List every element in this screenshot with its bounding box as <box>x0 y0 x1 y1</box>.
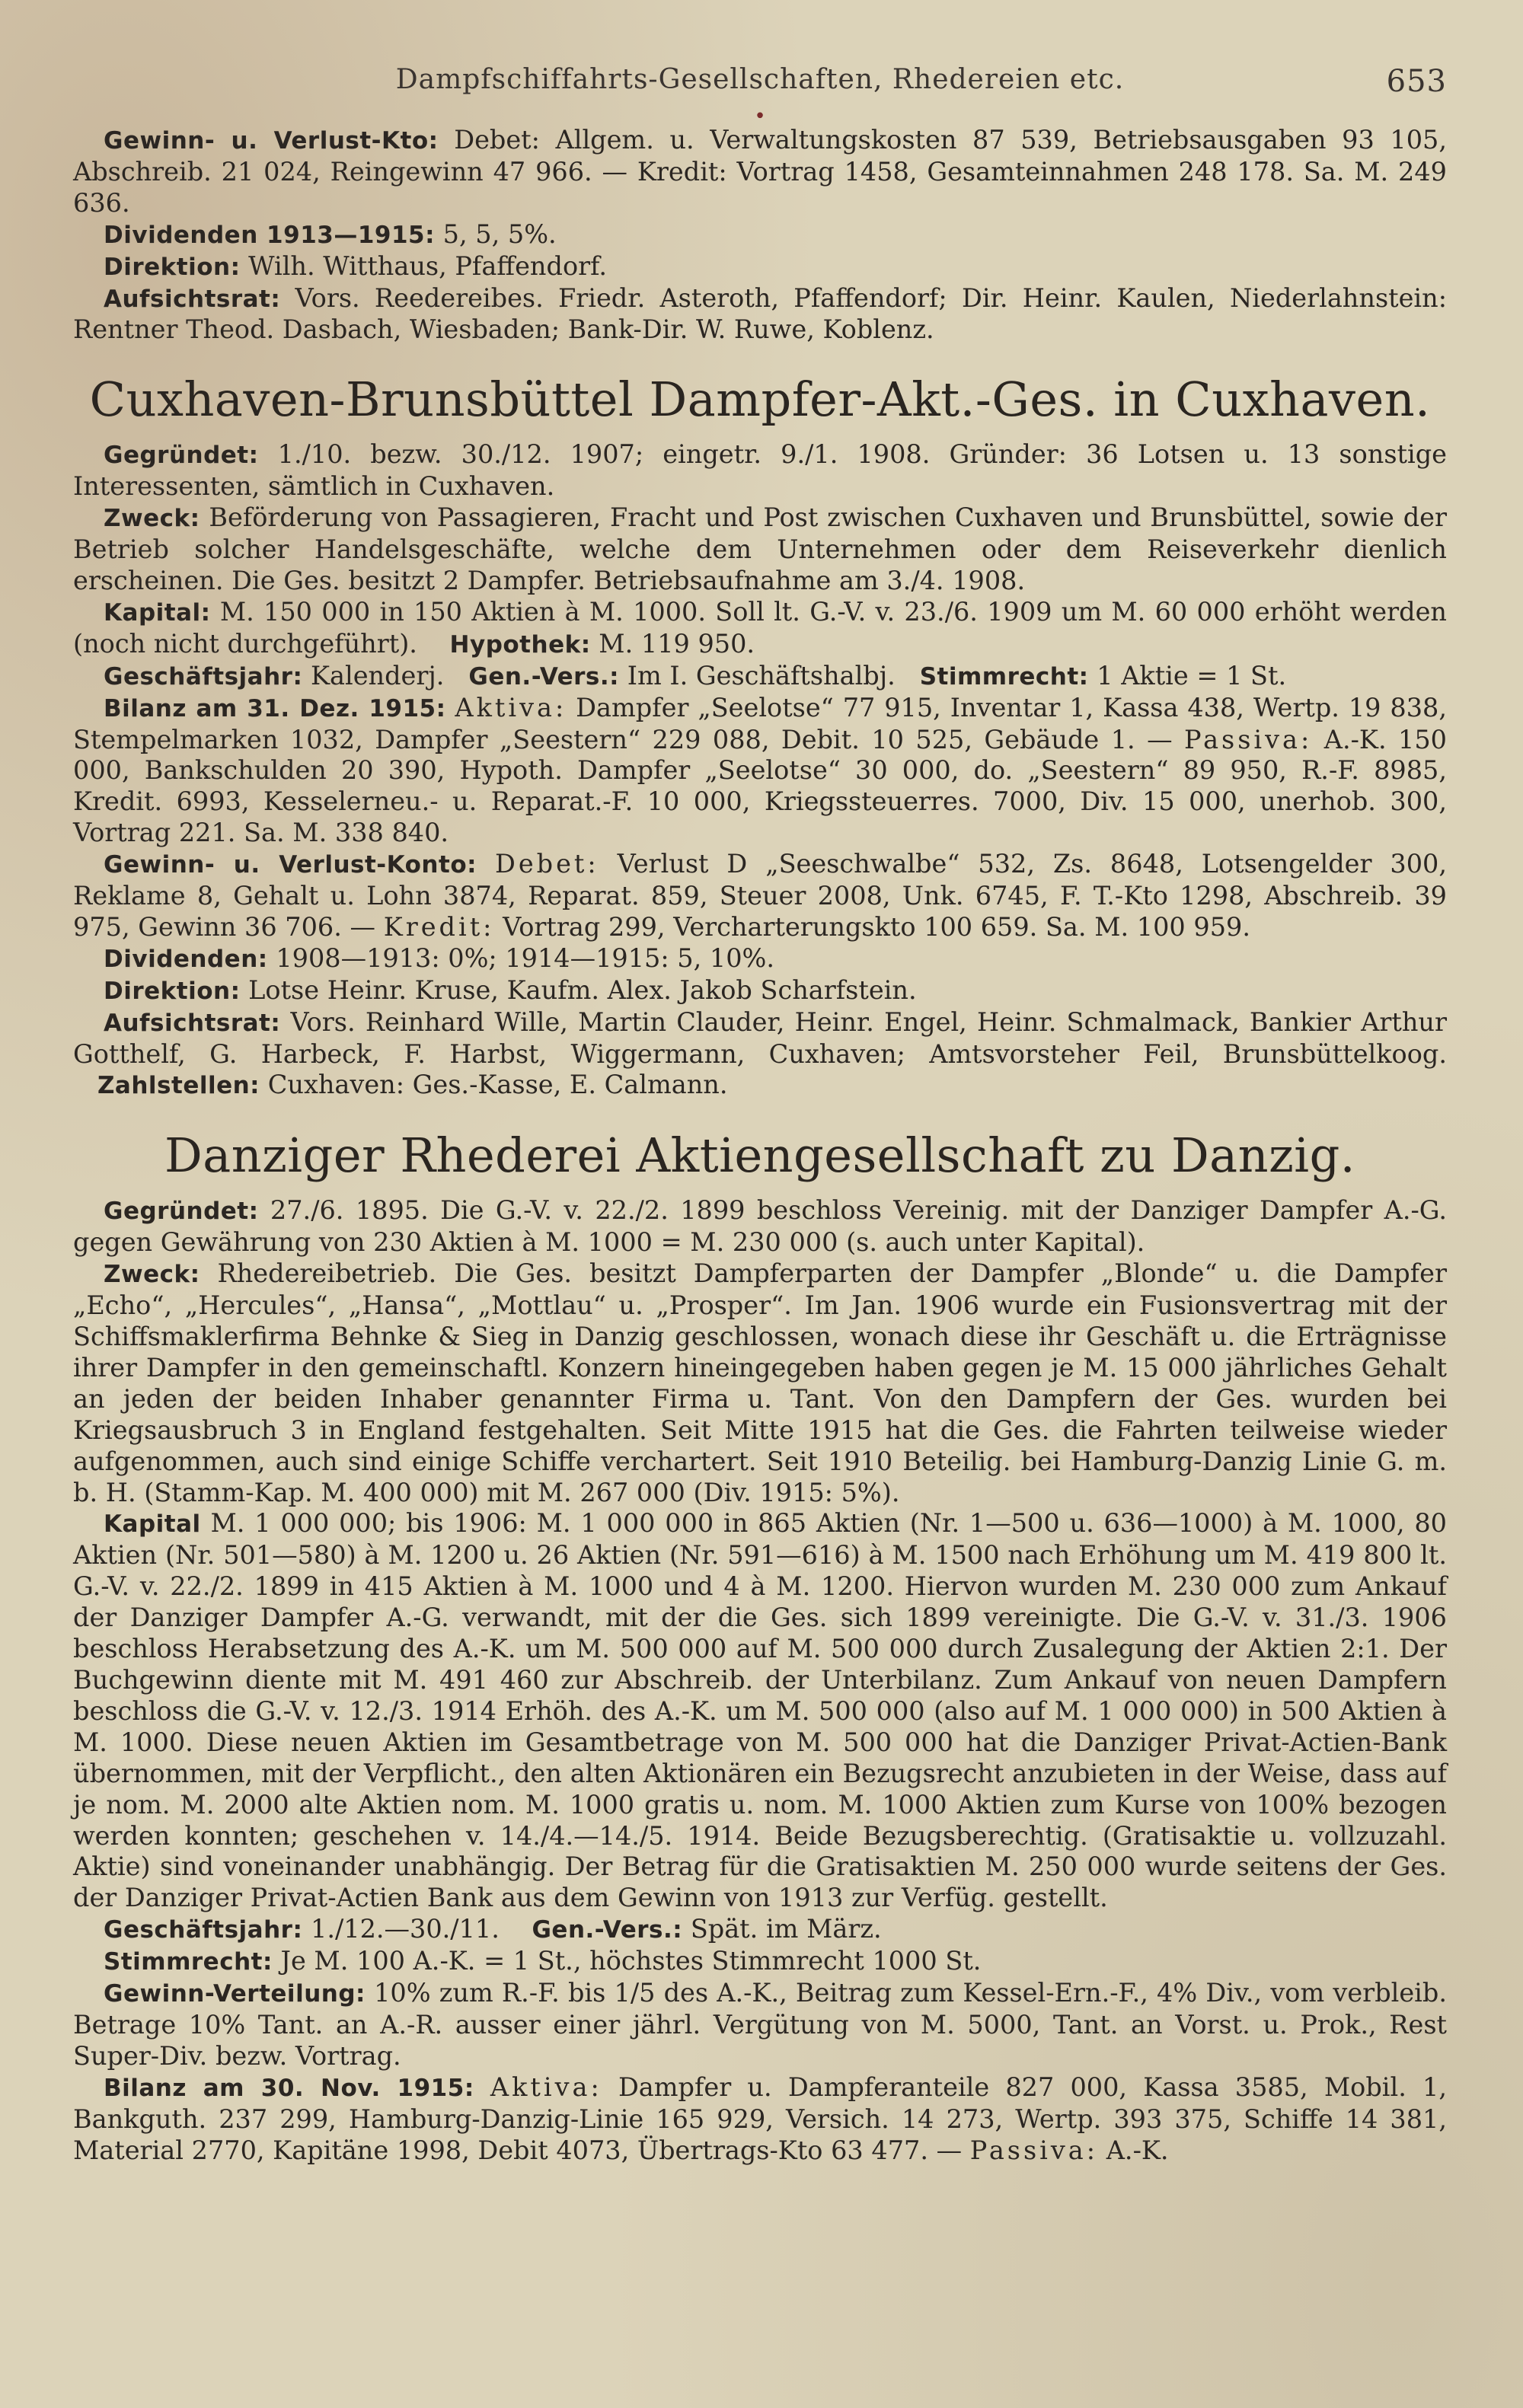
label-kredit: Kredit: <box>383 911 495 942</box>
label-passiva: Passiva: <box>1184 724 1313 754</box>
text-passiva: A.-K. <box>1106 2135 1169 2165</box>
text-geschaeftsjahr: 1./12.—30./11. <box>311 1914 500 1944</box>
text-stimmrecht: Je M. 100 A.-K. = 1 St., höchstes Stimmrecht 1000 St. <box>280 1946 982 1976</box>
text-kredit: Vortrag 299, Vercharterungskto 100 659. Sa. M. 100 959. <box>503 911 1250 942</box>
aufsichtsrat-paragraph <box>73 283 1447 346</box>
text-genvers: Spät. im März. <box>690 1914 882 1944</box>
label-hypothek: Hypothek: <box>449 630 591 659</box>
label-kapital: Kapital <box>104 1510 201 1539</box>
text-stimmrecht: 1 Aktie = 1 St. <box>1097 660 1287 691</box>
label-direktion: Direktion: <box>104 253 241 281</box>
text-dividenden: 1908—1913: 0%; 1914—1915: 5, 10%. <box>276 942 775 973</box>
running-title: Dampfschiffahrts-Gesellschaften, Rhedereien etc. <box>395 64 1125 95</box>
text-aufsichtsrat: Vors. Reedereibes. Friedr. Asteroth, Pfaffendorf; Dir. Heinr. Kaulen, Niederlahnstein: Rentner Theod. Dasbach, Wiesbaden; Bank-Dir. W. Ruwe, Koblenz. <box>73 282 1447 345</box>
company-heading-cuxhaven: Cuxhaven-Brunsbüttel Dampfer-Akt.-Ges. in Cuxhaven. <box>89 372 1431 428</box>
text-kapital: M. 1 000 000; bis 1906: M. 1 000 000 in 865 Aktien (Nr. 1—500 u. 636—1000) à M. 1000, 80 Aktien (Nr. 501—580) à M. 1200 u. 26 Aktien (Nr. 591—616) à M. 1500 nach Erhöhung um M. 419 800 lt. G.-V. v. 22./2. 1899 in 415 Aktien à M. 1000 und 4 à M. 1200. Hiervon wurden M. 230 000 zum Ankauf der Danziger Dampfer A.-G. verwandt, mit der die Ges. sich 1899 vereinigte. Die G.-V. v. 31./3. 1906 beschloss Herabsetzung des A.-K. um M. 500 000 auf M. 500 000 durch Zusalegung der Aktien 2:1. Der Buchgewinn diente mit M. 491 460 zur Abschreib. der Unterbilanz. Zum Ankauf von neuen Dampfern beschloss die G.-V. v. 12./3. 1914 Erhöh. des A.-K. um M. 500 000 (also auf M. 1 000 000) in 500 Aktien à M. 1000. Diese neuen Aktien im Gesamtbetrage von M. 500 000 hat die Danziger Privat-Actien-Bank übernommen, mit der Verpflicht., den alten Aktionären ein Bezugsrecht anzubieten in der Weise, dass auf je nom. M. 2000 alte Aktien nom. M. 1000 gratis u. nom. M. 1000 Aktien zum Kurse von 100% bezogen werden konnten; geschehen v. 14./4.—14./5. 1914. Beide Bezugsberechtig. (Gratisaktie u. vollzuzahl. Aktie) sind voneinander unabhängig. Der Betrag für die Gratisaktien M. 250 000 wurde seitens der Ges. der Danziger Privat-Actien Bank aus dem Gewinn von 1913 zur Verfüg. gestellt. <box>73 1508 1447 1913</box>
text-kapital: M. 150 000 in 150 Aktien à M. 1000. Soll lt. G.-V. v. 23./6. 1909 um M. 60 000 erhöht werden (noch nicht durchgeführt). <box>73 596 1447 659</box>
c1-aufsichtsrat <box>73 1007 1447 1102</box>
text-gewinnverteilung: 10% zum R.-F. bis 1/5 des A.-K., Beitrag zum Kessel-Ern.-F., 4% Div., vom verbleib. Betrage 10% Tant. an A.-R. ausser einer jährl. Vergütung von M. 5000, Tant. an Vorst. u. Prok., Rest Super-Div. bezw. Vortrag. <box>73 1978 1447 2071</box>
label-aktiva: Aktiva: <box>455 692 567 722</box>
label-dividenden: Dividenden 1913—1915: <box>104 221 436 249</box>
c2-geschaeftsjahr <box>73 1914 1447 1946</box>
text-gegruendet: 1./10. bezw. 30./12. 1907; eingetr. 9./1. 1908. Gründer: 36 Lotsen u. 13 sonstige Interessenten, sämtlich in Cuxhaven. <box>73 439 1447 502</box>
text-aktiva: Dampfer „Seelotse“ 77 915, Inventar 1, Kassa 438, Wertp. 19 838, Stempelmarken 1032, Dampfer „Seestern“ 229 088, Debit. 10 525, Gebäude 1. — <box>73 692 1447 754</box>
label-bilanz: Bilanz am 30. Nov. 1915: <box>104 2074 474 2102</box>
label-stimmrecht: Stimmrecht: <box>104 1948 273 1976</box>
text-zweck: Beförderung von Passagieren, Fracht und Post zwischen Cuxhaven und Brunsbüttel, sowie der Betrieb solcher Handelsgeschäfte, welche dem Unternehmen oder dem Reiseverkehr dienlich erscheinen. Die Ges. besitzt 2 Dampfer. Betriebsaufnahme am 3./4. 1908. <box>73 502 1447 595</box>
label-genvers: Gen.-Vers.: <box>468 662 620 691</box>
c1-zweck <box>73 502 1447 597</box>
c1-direktion <box>73 975 1447 1007</box>
dividenden-paragraph <box>73 219 1447 251</box>
label-direktion: Direktion: <box>104 977 241 1005</box>
label-geschaeftsjahr: Geschäftsjahr: <box>104 1916 303 1944</box>
direktion-paragraph <box>73 251 1447 283</box>
label-genvers: Gen.-Vers.: <box>532 1916 683 1944</box>
text-aufsichtsrat: Vors. Reinhard Wille, Martin Clauder, Heinr. Engel, Heinr. Schmalmack, Bankier Arthur Gotthelf, G. Harbeck, F. Harbst, Wiggermann, Cuxhaven; Amtsvorsteher Feil, Brunsbüttelkoog. <box>73 1006 1447 1069</box>
label-zweck: Zweck: <box>104 1261 200 1289</box>
c1-geschaeftsjahr <box>73 661 1447 693</box>
label-stimmrecht: Stimmrecht: <box>919 662 1089 691</box>
label-passiva: Passiva: <box>969 2135 1099 2165</box>
c2-gegruendet <box>73 1195 1447 1258</box>
text-aktiva: Dampfer u. Dampferanteile 827 000, Kassa 3585, Mobil. 1, Bankguth. 237 299, Hamburg-Danzig-Linie 165 929, Versich. 14 273, Wertp. 393 375, Schiffe 14 381, Material 2770, Kapitäne 1998, Debit 4073, Übertrags-Kto 63 477. — <box>73 2072 1448 2165</box>
label-gegruendet: Gegründet: <box>104 1198 259 1226</box>
text-gegruendet: 27./6. 1895. Die G.-V. v. 22./2. 1899 beschloss Vereinig. mit der Danziger Dampfer A.-G. gegen Gewährung von 230 Aktien à M. 1000 = M. 230 000 (s. auch unter Kapital). <box>73 1195 1447 1258</box>
c2-kapital <box>73 1508 1447 1914</box>
c1-gewinn-verlust <box>73 849 1447 943</box>
company-heading-danzig: Danziger Rhederei Aktiengesellschaft zu Danzig. <box>164 1127 1355 1184</box>
gewinn-verlust-paragraph <box>73 125 1447 219</box>
label-bilanz: Bilanz am 31. Dez. 1915: <box>104 694 446 722</box>
text-zahlstellen: Cuxhaven: Ges.-Kasse, E. Calmann. <box>267 1070 728 1100</box>
text-gewinn-verlust: Debet: Allgem. u. Verwaltungskosten 87 539, Betriebsausgaben 93 105, Abschreib. 21 024, Reingewinn 47 966. — Kredit: Vortrag 1458, Gesamteinnahmen 248 178. Sa. M. 249 636. <box>73 125 1447 218</box>
c2-stimmrecht <box>73 1946 1447 1978</box>
label-zweck: Zweck: <box>104 505 200 533</box>
text-hypothek: M. 119 950. <box>599 628 755 659</box>
c2-gewinnverteilung <box>73 1978 1447 2072</box>
text-dividenden: 5, 5, 5%. <box>442 218 557 249</box>
c1-kapital <box>73 597 1447 661</box>
text-genvers: Im I. Geschäftshalbj. <box>627 660 896 691</box>
label-geschaeftsjahr: Geschäftsjahr: <box>104 662 303 691</box>
label-gewinn-konto: Gewinn- u. Verlust-Konto: <box>104 851 477 879</box>
label-aktiva: Aktiva: <box>490 2072 602 2102</box>
label-aufsichtsrat: Aufsichtsrat: <box>104 1009 281 1037</box>
page-number: 653 <box>1386 64 1447 99</box>
c1-dividenden <box>73 943 1447 975</box>
label-debet: Debet: <box>494 849 599 879</box>
c2-bilanz <box>73 2072 1447 2167</box>
label-gewinn-verlust: Gewinn- u. Verlust-Kto: <box>104 127 439 155</box>
label-kapital: Kapital: <box>104 598 211 627</box>
text-zweck: Rhedereibetrieb. Die Ges. besitzt Dampferparten der Dampfer „Blonde“ u. die Dampfer „Echo“, „Hercules“, „Hansa“, „Mottlau“ u. „Prosper“. Im Jan. 1906 wurde ein Fusionsvertrag mit der Schiffsmaklerfirma Behnke & Sieg in Danzig geschlossen, wonach diese ihr Geschäft u. die Erträgnisse ihrer Dampfer in den gemeinschaftl. Konzern hineingegeben haben gegen je M. 15 000 jährliches Gehalt an jeden der beiden Inhaber genannter Firma u. Tant. Von den Dampfern der Ges. wurden bei Kriegsausbruch 3 in England festgehalten. Seit Mitte 1915 hat die Ges. die Fahrten teilweise wieder aufgenommen, auch sind einige Schiffe verchartert. Seit 1910 Beteilig. bei Hamburg-Danzig Linie G. m. b. H. (Stamm-Kap. M. 400 000) mit M. 267 000 (Div. 1915: 5%). <box>73 1258 1447 1507</box>
c1-bilanz <box>73 693 1447 850</box>
c2-zweck <box>73 1258 1447 1508</box>
label-gegruendet: Gegründet: <box>104 442 259 470</box>
page-header <box>73 59 1447 113</box>
label-gewinnverteilung: Gewinn-Verteilung: <box>104 1980 366 2008</box>
text-passiva: A.-K. 150 000, Bankschulden 20 390, Hypoth. Dampfer „Seelotse“ 30 000, do. „Seestern“ 89 950, R.-F. 8985, Kredit. 6993, Kesselerneu.- u. Reparat.-F. 10 000, Kriegssteuerres. 7000, Div. 15 000, unerhob. 300, Vortrag 221. Sa. M. 338 840. <box>73 724 1447 848</box>
label-zahlstellen: Zahlstellen: <box>97 1072 260 1100</box>
text-direktion: Lotse Heinr. Kruse, Kaufm. Alex. Jakob Scharfstein. <box>248 974 917 1005</box>
c1-gegruendet <box>73 439 1447 502</box>
label-aufsichtsrat: Aufsichtsrat: <box>104 285 281 313</box>
text-debet: Verlust D „Seeschwalbe“ 532, Zs. 8648, Lotsengelder 300, Reklame 8, Gehalt u. Lohn 3874, Reparat. 859, Steuer 2008, Unk. 6745, F. T.-Kto 1298, Abschreib. 39 975, Gewinn 36 706. — <box>73 849 1448 942</box>
text-geschaeftsjahr: Kalenderj. <box>311 660 445 691</box>
text-direktion: Wilh. Witthaus, Pfaffendorf. <box>248 250 607 281</box>
ornament-dot: • <box>754 105 766 128</box>
label-dividenden: Dividenden: <box>104 945 268 973</box>
